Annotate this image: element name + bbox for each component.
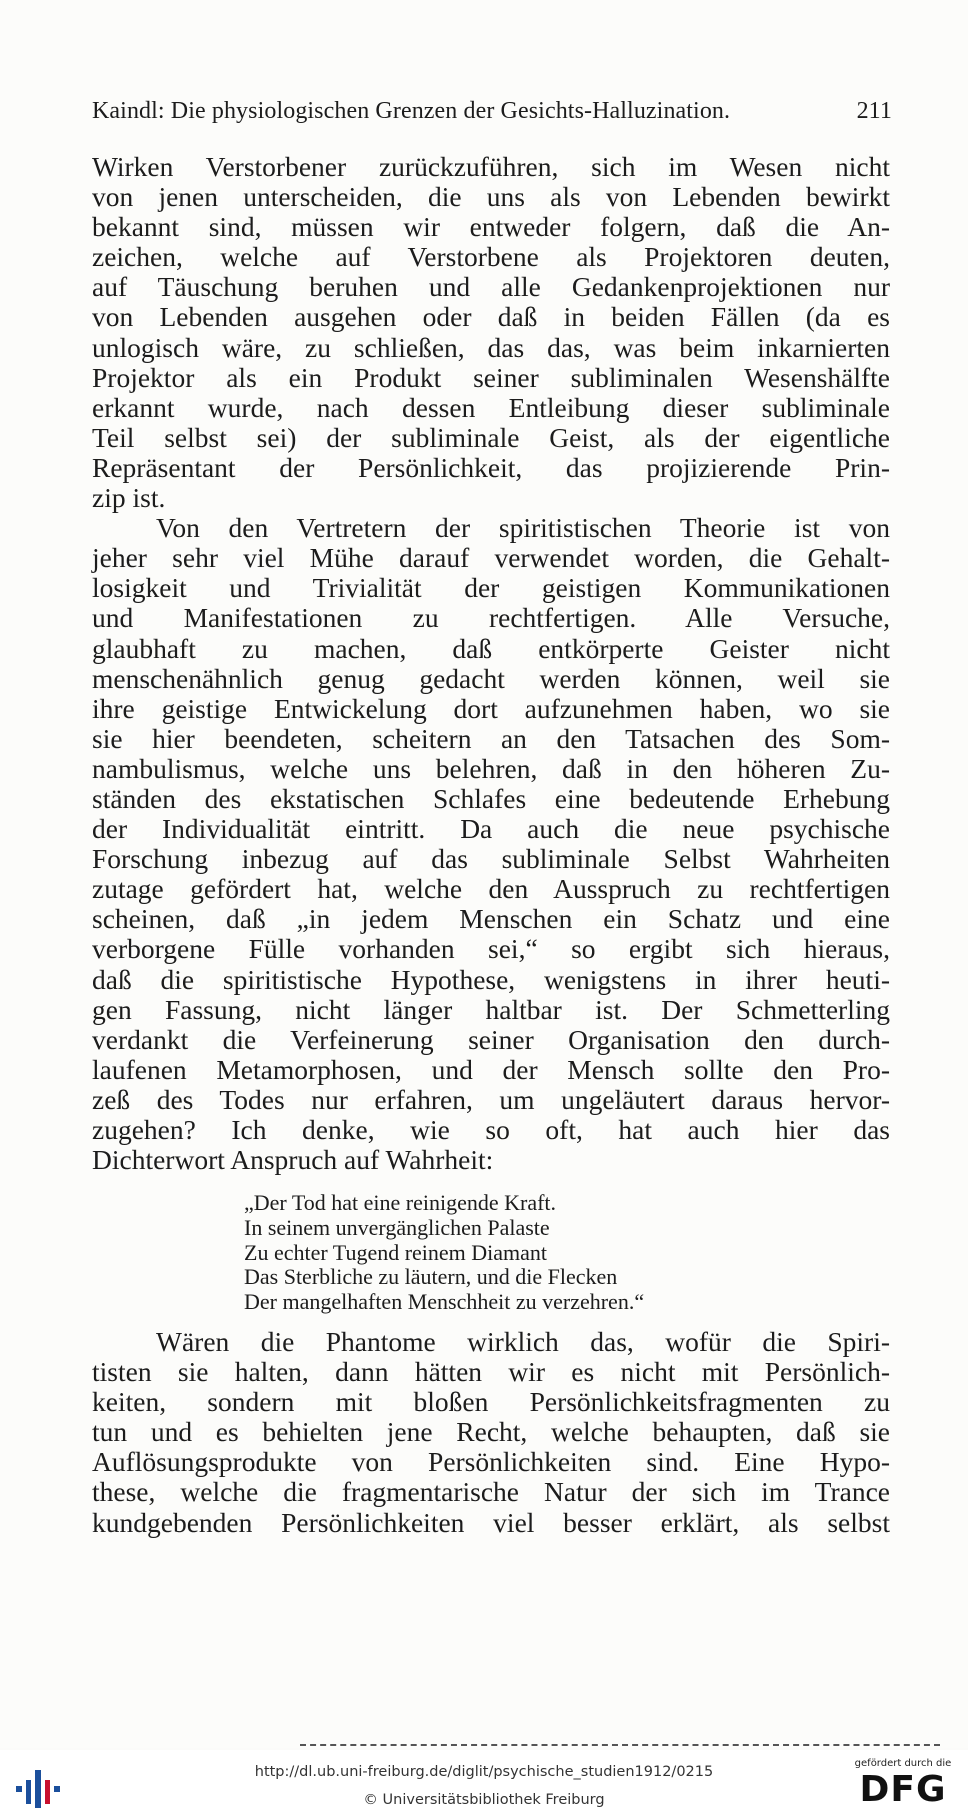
poem-line: Das Sterbliche zu läutern, und die Flecken <box>244 1264 618 1290</box>
body-text-upper <box>92 152 890 1175</box>
text-line: zugehen? Ich denke, wie so oft, hat auch hier das <box>92 1114 890 1145</box>
text-line: Auflösungsprodukte von Persönlichkeiten sind. Eine Hypo- <box>92 1446 890 1478</box>
text-line: Teil selbst sei) der subliminale Geist, als der eigentliche <box>92 421 890 453</box>
text-line: scheinen, daß „in jedem Menschen ein Schatz und eine <box>92 903 890 935</box>
text-line: tun und es behielten jene Recht, welche behaupten, daß sie <box>92 1416 890 1448</box>
poem-line: „Der Tod hat eine reinigende Kraft. <box>244 1190 557 1215</box>
poem-line: Der mangelhaften Menschheit zu verzehren.“ <box>244 1289 645 1315</box>
text-line: von jenen unterscheiden, die uns als von Lebenden bewirkt <box>92 181 890 213</box>
text-line: der Individualität eintritt. Da auch die neue psychische <box>92 813 890 845</box>
text-line: laufenen Metamorphosen, und der Mensch sollte den Pro- <box>92 1053 890 1085</box>
text-line: erkannt wurde, nach dessen Entleibung dieser subliminale <box>92 391 890 423</box>
text-line: ständen des ekstatischen Schlafes eine bedeutende Erhebung <box>92 782 890 814</box>
dfg-funder-note: gefördert durch die <box>854 1758 952 1769</box>
text-line: Forschung inbezug auf das subliminale Selbst Wahrheiten <box>92 843 890 875</box>
running-head <box>92 98 892 125</box>
page-number: 211 <box>856 98 892 124</box>
viewer-footer <box>0 1750 968 1819</box>
text-line: Wirken Verstorbener zurückzuführen, sich im Wesen nicht <box>92 151 890 182</box>
text-line: zeichen, welche auf Verstorbene als Projektoren deuten, <box>92 241 890 273</box>
text-line: kundgebenden Persönlichkeiten viel besser erklärt, als selbst <box>92 1506 890 1538</box>
text-line: Repräsentant der Persönlichkeit, das projizierende Prin- <box>92 451 890 483</box>
text-line: gen Fassung, nicht länger haltbar ist. Der Schmetterling <box>92 993 890 1025</box>
paragraph-3 <box>92 1327 890 1538</box>
text-line: daß die spiritistische Hypothese, wenigstens in ihrer heuti- <box>92 963 890 995</box>
text-line: zeß des Todes nur erfahren, um ungeläutert daraus hervor- <box>92 1083 890 1115</box>
text-line: tisten sie halten, dann hätten wir es nicht mit Persönlich- <box>92 1356 890 1388</box>
poem-line: Zu echter Tugend reinem Diamant <box>244 1239 548 1265</box>
copyright-notice: © Universitätsbibliothek Freiburg <box>363 1792 605 1808</box>
text-line: Dichterwort Anspruch auf Wahrheit: <box>92 1144 494 1176</box>
text-line: Wären die Phantome wirklich das, wofür die Spiri- <box>156 1326 890 1357</box>
text-line: sie hier beendeten, scheitern an den Tatsachen des Som- <box>92 722 890 754</box>
running-title: Kaindl: Die physiologischen Grenzen der Gesichts-Halluzination. <box>92 98 731 124</box>
text-line: losigkeit und Trivialität der geistigen Kommunikationen <box>92 572 890 604</box>
poem-quote <box>244 1191 804 1315</box>
text-line: menschenähnlich genug gedacht werden können, weil sie <box>92 662 890 694</box>
text-line: keiten, sondern mit bloßen Persönlichkeitsfragmenten zu <box>92 1386 890 1418</box>
text-line: Von den Vertretern der spiritistischen Theorie ist von <box>156 512 890 544</box>
text-line: nambulismus, welche uns belehren, daß in den höheren Zu- <box>92 752 890 784</box>
text-line: verborgene Fülle vorhanden sei,“ so ergibt sich hieraus, <box>92 933 890 965</box>
text-line: jeher sehr viel Mühe darauf verwendet worden, die Gehalt- <box>92 542 890 574</box>
text-line: unlogisch wäre, zu schließen, das das, was beim inkarnierten <box>92 331 890 363</box>
dfg-logo <box>848 1758 958 1814</box>
text-line: bekannt sind, müssen wir entweder folgern, daß die An- <box>92 211 890 243</box>
source-url-link[interactable]: http://dl.ub.uni-freiburg.de/diglit/psychische_studien1912/0215 <box>254 1764 714 1780</box>
page-bottom-rule <box>300 1744 940 1746</box>
text-line: zutage gefördert hat, welche den Ausspruch zu rechtfertigen <box>92 873 890 905</box>
text-line: zip ist. <box>92 482 166 514</box>
text-line: von Lebenden ausgehen oder daß in beiden Fällen (da es <box>92 301 890 333</box>
text-line: glaubhaft zu machen, daß entkörperte Geister nicht <box>92 632 890 664</box>
paragraph-2 <box>92 513 890 1175</box>
text-line: these, welche die fragmentarische Natur der sich im Trance <box>92 1476 890 1508</box>
text-line: auf Täuschung beruhen und alle Gedankenprojektionen nur <box>92 271 890 303</box>
paragraph-1 <box>92 152 890 513</box>
poem-line: In seinem unvergänglichen Palaste <box>244 1214 550 1240</box>
text-line: Projektor als ein Produkt seiner subliminalen Wesenshälfte <box>92 361 890 393</box>
text-line: verdankt die Verfeinerung seiner Organisation den durch- <box>92 1023 890 1055</box>
text-line: und Manifestationen zu rechtfertigen. Alle Versuche, <box>92 602 890 634</box>
dfg-logo-text: DFG <box>859 1769 947 1810</box>
text-line: ihre geistige Entwickelung dort aufzunehmen haben, wo sie <box>92 692 890 724</box>
